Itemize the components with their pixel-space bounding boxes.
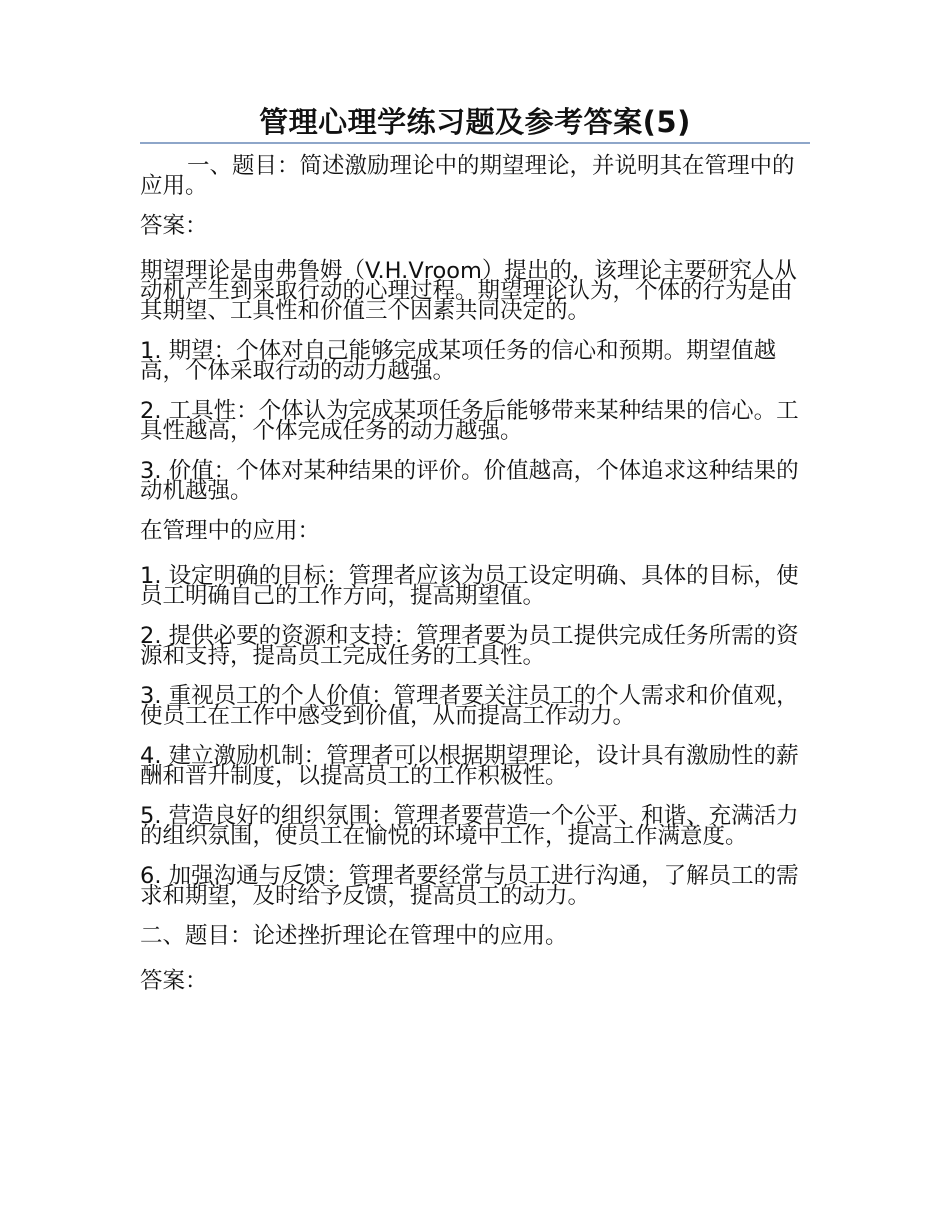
- application-item-5: 5. 营造良好的组织氛围：管理者要营造一个公平、和谐、充满活力的组织氛围，使员工在愉悦的环境中工作，提高工作满意度。: [140, 803, 799, 849]
- application-item-1: 1. 设定明确的目标：管理者应该为员工设定明确、具体的目标，使员工明确自己的工作方向，提高期望值。: [140, 563, 799, 609]
- factor-expectancy: 1. 期望：个体对自己能够完成某项任务的信心和预期。期望值越高，个体采取行动的动力越强。: [140, 338, 777, 384]
- document-body: [140, 153, 812, 1011]
- document-title: 管理心理学练习题及参考答案(5): [140, 104, 810, 144]
- application-item-4: 4. 建立激励机制：管理者可以根据期望理论，设计具有激励性的薪酬和晋升制度，以提高员工的工作积极性。: [140, 743, 799, 789]
- answer-label-2: 答案：: [140, 968, 208, 994]
- application-item-6: 6. 加强沟通与反馈：管理者要经常与员工进行沟通，了解员工的需求和期望，及时给予反馈，提高员工的动力。: [140, 863, 799, 909]
- application-heading: 在管理中的应用：: [140, 518, 321, 544]
- factor-instrumentality: 2. 工具性：个体认为完成某项任务后能够带来某种结果的信心。工具性越高，个体完成任务的动力越强。: [140, 398, 799, 444]
- application-item-3: 3. 重视员工的个人价值：管理者要关注员工的个人需求和价值观，使员工在工作中感受到价值，从而提高工作动力。: [140, 683, 799, 729]
- question-2-heading: 二、题目：论述挫折理论在管理中的应用。: [140, 923, 568, 949]
- question-1-heading: 一、题目：简述激励理论中的期望理论，并说明其在管理中的应用。: [140, 153, 795, 199]
- answer-intro-paragraph: 期望理论是由弗鲁姆（V.H.Vroom）提出的，该理论主要研究人从动机产生到采取行动的心理过程。期望理论认为，个体的行为是由其期望、工具性和价值三个因素共同决定的。: [140, 258, 797, 324]
- answer-label-1: 答案：: [140, 213, 208, 239]
- factor-value: 3. 价值：个体对某种结果的评价。价值越高，个体追求这种结果的动机越强。: [140, 458, 799, 504]
- application-item-2: 2. 提供必要的资源和支持：管理者要为员工提供完成任务所需的资源和支持，提高员工完成任务的工具性。: [140, 623, 799, 669]
